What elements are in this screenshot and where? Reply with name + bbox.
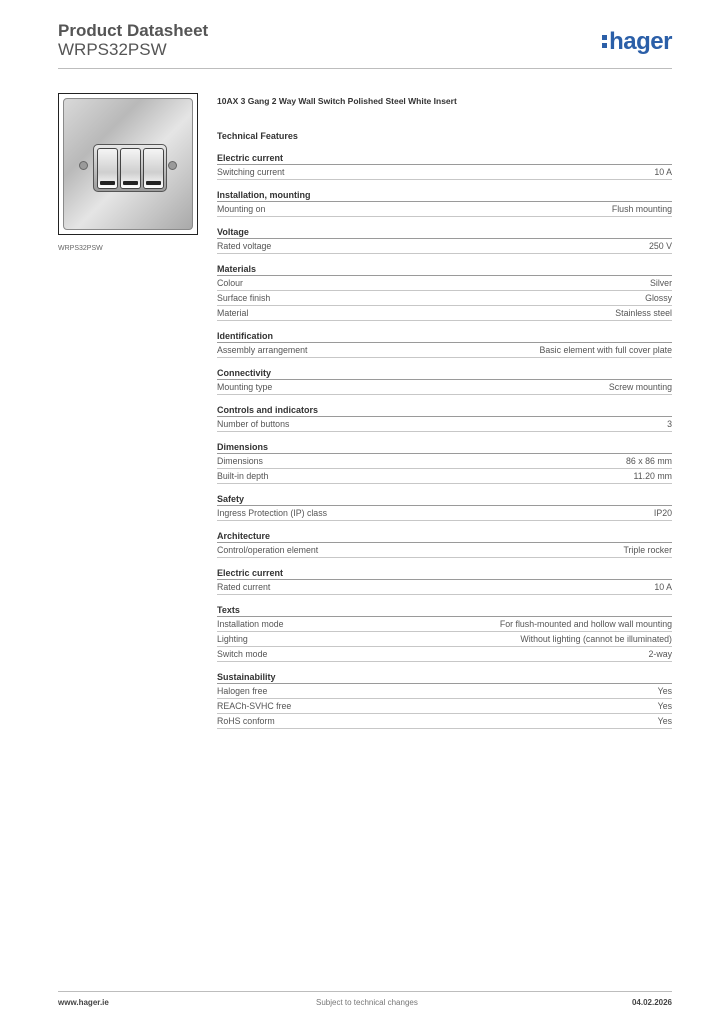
group-title: Architecture bbox=[217, 530, 672, 543]
product-image bbox=[58, 93, 198, 235]
feature-value: Glossy bbox=[645, 293, 672, 303]
feature-value: Yes bbox=[657, 701, 672, 711]
feature-value: Flush mounting bbox=[611, 204, 672, 214]
page-header bbox=[58, 22, 672, 70]
rocker-switch bbox=[120, 148, 141, 189]
feature-value: 86 x 86 mm bbox=[626, 456, 672, 466]
feature-value: IP20 bbox=[653, 508, 672, 518]
product-description: 10AX 3 Gang 2 Way Wall Switch Polished Steel White Insert bbox=[217, 96, 457, 106]
feature-value: 250 V bbox=[649, 241, 672, 251]
feature-group bbox=[217, 530, 672, 558]
feature-group bbox=[217, 671, 672, 729]
feature-value: Without lighting (cannot be illuminated) bbox=[520, 634, 672, 644]
feature-value: Yes bbox=[657, 716, 672, 726]
feature-label: Mounting type bbox=[217, 382, 273, 392]
feature-value: Yes bbox=[657, 686, 672, 696]
feature-label: Control/operation element bbox=[217, 545, 319, 555]
footer-date: 04.02.2026 bbox=[631, 998, 672, 1007]
feature-label: Built-in depth bbox=[217, 471, 269, 481]
feature-label: Halogen free bbox=[217, 686, 268, 696]
feature-value: Silver bbox=[650, 278, 672, 288]
feature-label: REACh-SVHC free bbox=[217, 701, 292, 711]
feature-row bbox=[217, 543, 672, 558]
feature-group bbox=[217, 404, 672, 432]
rocker-switch bbox=[143, 148, 164, 189]
feature-value: 3 bbox=[667, 419, 672, 429]
feature-row bbox=[217, 165, 672, 180]
feature-value: 11.20 mm bbox=[633, 471, 672, 481]
image-caption: WRPS32PSW bbox=[58, 245, 103, 252]
feature-group bbox=[217, 567, 672, 595]
feature-label: Material bbox=[217, 308, 249, 318]
feature-label: Installation mode bbox=[217, 619, 284, 629]
feature-group bbox=[217, 493, 672, 521]
datasheet-content bbox=[217, 96, 672, 738]
feature-label: Ingress Protection (IP) class bbox=[217, 508, 327, 518]
section-title: Technical Features bbox=[217, 131, 298, 141]
feature-group bbox=[217, 441, 672, 484]
group-title: Installation, mounting bbox=[217, 189, 672, 202]
feature-group bbox=[217, 263, 672, 321]
feature-label: Colour bbox=[217, 278, 243, 288]
product-code: WRPS32PSW bbox=[58, 40, 167, 59]
group-title: Dimensions bbox=[217, 441, 672, 454]
feature-label: RoHS conform bbox=[217, 716, 275, 726]
feature-group bbox=[217, 152, 672, 180]
feature-value: Stainless steel bbox=[615, 308, 672, 318]
feature-row bbox=[217, 647, 672, 662]
feature-row bbox=[217, 417, 672, 432]
feature-row bbox=[217, 202, 672, 217]
feature-label: Switch mode bbox=[217, 649, 268, 659]
screw-icon bbox=[79, 161, 88, 170]
feature-label: Surface finish bbox=[217, 293, 271, 303]
feature-groups bbox=[217, 152, 672, 729]
feature-row bbox=[217, 276, 672, 291]
group-title: Materials bbox=[217, 263, 672, 276]
feature-row bbox=[217, 617, 672, 632]
group-title: Sustainability bbox=[217, 671, 672, 684]
feature-label: Switching current bbox=[217, 167, 285, 177]
footer-divider bbox=[58, 991, 672, 992]
feature-row bbox=[217, 714, 672, 729]
feature-row bbox=[217, 343, 672, 358]
rocker-switch bbox=[97, 148, 118, 189]
feature-row bbox=[217, 469, 672, 484]
group-title: Electric current bbox=[217, 567, 672, 580]
feature-group bbox=[217, 367, 672, 395]
feature-value: 10 A bbox=[654, 167, 672, 177]
group-title: Electric current bbox=[217, 152, 672, 165]
feature-group bbox=[217, 226, 672, 254]
feature-row bbox=[217, 699, 672, 714]
group-title: Voltage bbox=[217, 226, 672, 239]
feature-row bbox=[217, 291, 672, 306]
footer-website: www.hager.ie bbox=[58, 998, 109, 1007]
page-footer bbox=[58, 998, 672, 1010]
rocker-frame bbox=[93, 144, 167, 192]
feature-label: Assembly arrangement bbox=[217, 345, 308, 355]
group-title: Connectivity bbox=[217, 367, 672, 380]
feature-label: Number of buttons bbox=[217, 419, 290, 429]
page-title: Product Datasheet bbox=[58, 21, 209, 40]
feature-row bbox=[217, 684, 672, 699]
feature-label: Dimensions bbox=[217, 456, 263, 466]
feature-value: For flush-mounted and hollow wall mounting bbox=[499, 619, 672, 629]
feature-group bbox=[217, 604, 672, 662]
group-title: Safety bbox=[217, 493, 672, 506]
feature-row bbox=[217, 580, 672, 595]
group-title: Controls and indicators bbox=[217, 404, 672, 417]
header-divider bbox=[58, 68, 672, 69]
footer-notice: Subject to technical changes bbox=[316, 998, 418, 1007]
feature-label: Lighting bbox=[217, 634, 248, 644]
switch-plate bbox=[63, 98, 193, 230]
feature-value: 10 A bbox=[654, 582, 672, 592]
feature-row bbox=[217, 632, 672, 647]
feature-row bbox=[217, 306, 672, 321]
feature-value: Basic element with full cover plate bbox=[539, 345, 672, 355]
hager-logo bbox=[602, 28, 672, 56]
group-title: Texts bbox=[217, 604, 672, 617]
feature-row bbox=[217, 454, 672, 469]
group-title: Identification bbox=[217, 330, 672, 343]
feature-row bbox=[217, 506, 672, 521]
feature-value: 2-way bbox=[648, 649, 672, 659]
feature-label: Rated current bbox=[217, 582, 271, 592]
feature-row bbox=[217, 380, 672, 395]
feature-group bbox=[217, 330, 672, 358]
feature-row bbox=[217, 239, 672, 254]
feature-value: Triple rocker bbox=[623, 545, 672, 555]
logo-colon-icon bbox=[602, 34, 607, 48]
feature-label: Mounting on bbox=[217, 204, 266, 214]
feature-label: Rated voltage bbox=[217, 241, 272, 251]
screw-icon bbox=[168, 161, 177, 170]
feature-value: Screw mounting bbox=[608, 382, 672, 392]
logo-text: hager bbox=[609, 28, 672, 55]
feature-group bbox=[217, 189, 672, 217]
